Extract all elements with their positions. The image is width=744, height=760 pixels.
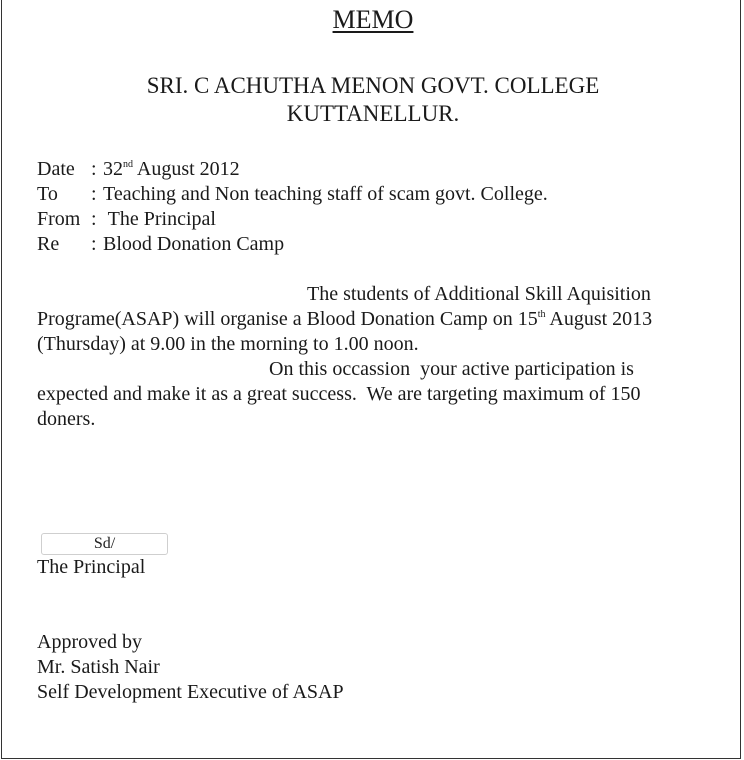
date-value [103,157,240,182]
college-name-line1: SRI. C ACHUTHA MENON GOVT. COLLEGE [146,73,600,98]
re-row [37,232,548,257]
paragraph1-line2-suffix: th [537,309,546,320]
from-separator: : [91,208,97,230]
re-label: Re [37,233,60,255]
signature-stamp: Sd/ [41,533,168,555]
to-separator: : [91,183,97,205]
paragraph1-line2 [37,307,717,332]
paragraph2-line2: expected and make it as a great success. We are targeting maximum of 150 [37,383,641,405]
approved-by-label: Approved by [37,631,142,653]
paragraph1-line2-end: August 2013 [545,308,653,330]
from-value: The Principal [103,208,216,230]
college-name [2,72,744,128]
paragraph1-line1: The students of Additional Skill Aquisition [307,283,651,305]
paragraph2-line1: On this occassion your active participation is [269,358,634,380]
paragraph1-line2-start: Programe(ASAP) will organise a Blood Donation Camp on 15 [37,308,538,330]
memo-title: MEMO [332,5,414,34]
re-separator: : [91,233,97,255]
memo-page [1,0,741,759]
approval-block [37,630,344,705]
date-day: 32 [103,158,123,180]
to-row [37,182,548,207]
approver-name: Mr. Satish Nair [37,656,160,678]
date-label: Date [37,158,75,180]
college-name-line2: KUTTANELLUR. [286,101,460,126]
memo-header [37,157,548,257]
paragraph2-line3: doners. [37,408,96,430]
date-row [37,157,548,182]
date-rest: August 2012 [133,158,240,180]
memo-body [37,282,717,432]
date-separator: : [91,158,97,180]
date-suffix: nd [123,159,133,170]
approver-role: Self Development Executive of ASAP [37,681,344,703]
from-row [37,207,548,232]
to-value: Teaching and Non teaching staff of scam govt. College. [103,183,548,205]
paragraph1-line3: (Thursday) at 9.00 in the morning to 1.00 noon. [37,333,419,355]
to-label: To [37,183,58,205]
re-value: Blood Donation Camp [103,233,285,255]
from-label: From [37,208,81,230]
signatory-designation: The Principal [37,556,146,578]
